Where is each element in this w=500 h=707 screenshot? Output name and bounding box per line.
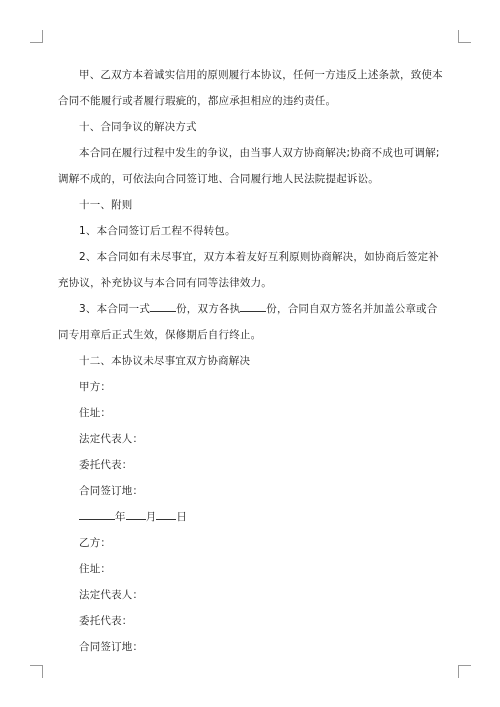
party-b-address-label: 住址： <box>79 563 112 575</box>
crop-mark-top-right <box>458 30 471 43</box>
party-a-legal-rep-label: 法定代表人： <box>79 433 144 445</box>
party-b-name-label: 乙方： <box>79 537 112 549</box>
section-heading-11: 十一、附则 <box>79 199 133 211</box>
clause-1: 1、本合同签订后工程不得转包。 <box>79 225 236 237</box>
party-b-agent-label: 委托代表： <box>79 615 133 627</box>
crop-mark-top-left <box>30 30 43 43</box>
party-b-sign-place-label: 合同签订地： <box>79 641 144 653</box>
year-blank <box>79 507 115 520</box>
document-body <box>58 62 446 660</box>
breach-liability-paragraph: 甲、乙双方本着诚实信用的原则履行本协议，任何一方违反上述条款，致使本合同不能履行或者履行瑕疵的，都应承担相应的违约责任。 <box>58 69 443 107</box>
section-heading-10: 十、合同争议的解决方式 <box>79 121 197 133</box>
crop-mark-bottom-right <box>458 665 471 678</box>
month-blank <box>126 507 146 520</box>
month-label: 月 <box>145 511 157 523</box>
copies-each-blank <box>240 299 266 312</box>
clause-3-part-a: 3、本合同一式 <box>79 303 151 315</box>
party-a-sign-place-label: 合同签订地： <box>79 485 144 497</box>
signing-date-line <box>58 504 446 530</box>
section-heading-12: 十二、本协议未尽事宜双方协商解决 <box>79 355 251 367</box>
copies-total-blank <box>150 299 176 312</box>
party-a-name-label: 甲方： <box>79 381 112 393</box>
clause-3-part-c: 份，合同自双方签名并加盖公章或合同专用章后正式生效，保修期后自行终止。 <box>58 303 438 341</box>
year-label: 年 <box>115 511 126 523</box>
dispute-resolution-paragraph: 本合同在履行过程中发生的争议，由当事人双方协商解决;协商不成也可调解;调解不成的，可依法向合同签订地、合同履行地人民法院提起诉讼。 <box>58 147 440 185</box>
party-a-agent-label: 委托代表： <box>79 459 133 471</box>
day-blank <box>156 507 176 520</box>
day-label: 日 <box>176 511 188 523</box>
clause-3-part-b: 份，双方各执 <box>176 303 241 315</box>
party-b-legal-rep-label: 法定代表人： <box>79 589 144 601</box>
crop-mark-bottom-left <box>30 665 43 678</box>
party-a-address-label: 住址： <box>79 407 112 419</box>
clause-3 <box>58 296 446 348</box>
clause-2: 2、本合同如有未尽事宜，双方本着友好互利原则协商解决，如协商后签定补充协议，补充协议与本合同有同等法律效力。 <box>58 251 439 289</box>
